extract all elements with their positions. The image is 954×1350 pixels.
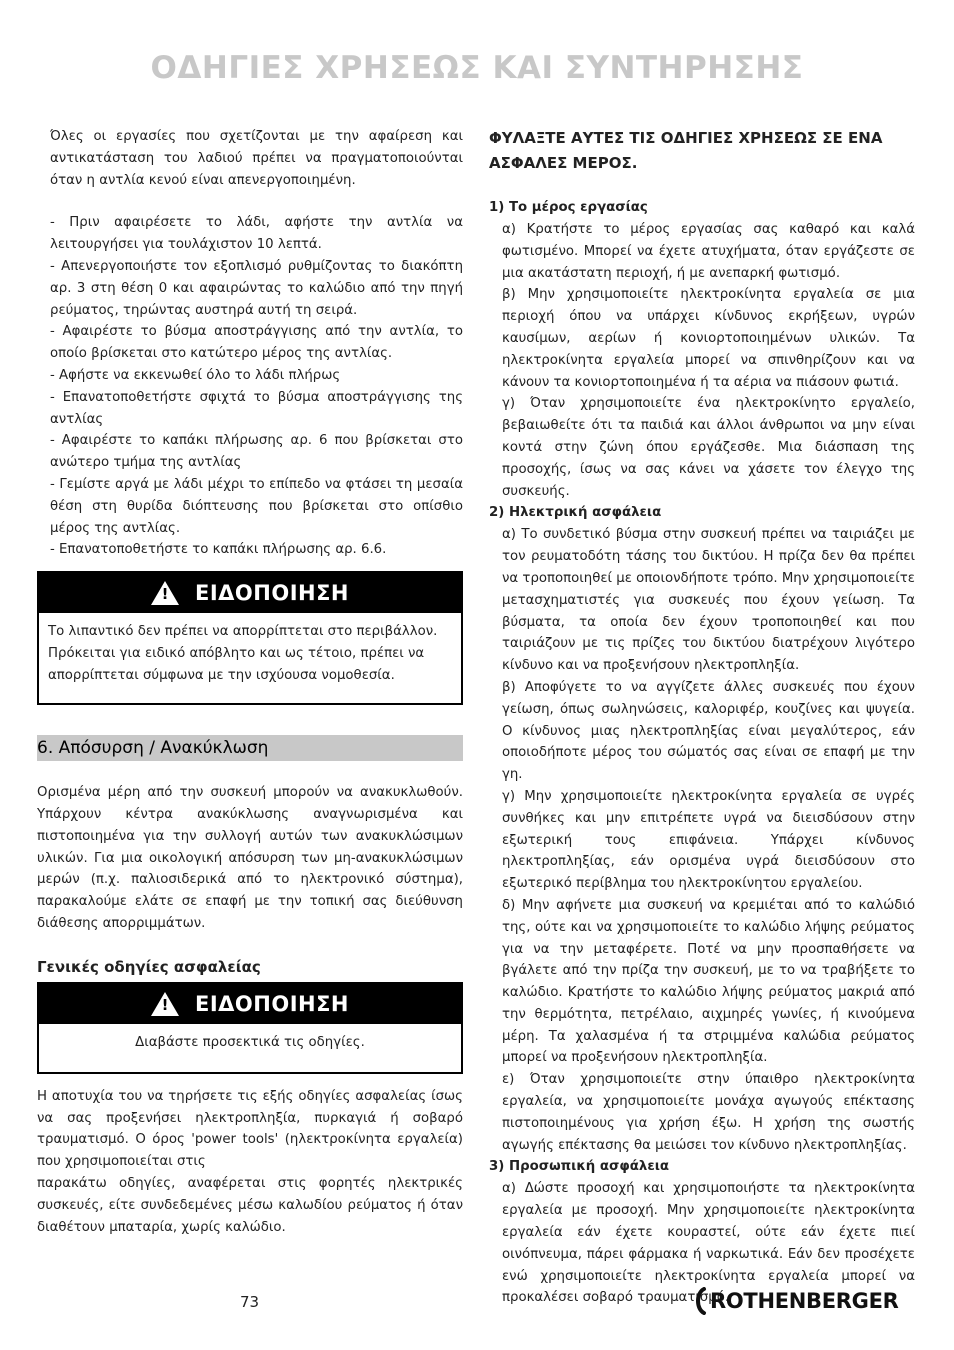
list-item: γ) Μην χρησιμοποιείτε ηλεκτροκίνητα εργαλεία σε υγρές συνθήκες και μην επιτρέπετε υγρά να διεισδύσουν στην εξωτερική τους επιφάνεια. Υπάρχει κίνδυνος ηλεκτροπληξίας, εάν ορισμένα υγρά διεισδύσουν στο εξωτερικό περίβλημα του ηλεκτροκίνητου εργαλείου. <box>502 788 915 892</box>
warning-text: Διαβάστε προσεκτικά τις οδηγίες. <box>135 1034 365 1050</box>
list-item: γ) Όταν χρησιμοποιείτε ένα ηλεκτροκίνητο εργαλείο, βεβαιωθείτε ότι τα παιδιά και άλλοι άνθρωποι να μην είναι κοντά στην ζώνη όπου εργάζεσθε. Μια διάσπαση της προσοχής, ίσως να σας κάνει να χάσετε τον έλεγχο της συσκευής. <box>502 396 915 499</box>
section-heading-personal-safety: 3) Προσωπική ασφάλεια <box>489 1159 670 1175</box>
page-number: 73 <box>240 1293 260 1311</box>
list-item: β) Αποφύγετε το να αγγίζετε άλλες συσκευές που έχουν γείωση, όπως σωληνώσεις, καλοριφέρ, κουζίνες και ψυγεία. Ο κίνδυνος μιας ηλεκτροπληξίας είναι μεγαλύτερος, εάν οποιοδήποτε μέρος του σώματός σας είναι σε επαφή με την γη. <box>502 679 915 783</box>
list-item: α) Κρατήστε το μέρος εργασίας σας καθαρό και καλά φωτισμένο. Μπορεί να έχετε ατυχήματα, όταν εργάζεστε σε μια ακατάστατη περιοχή, ή με ανεπαρκή φωτισμό. <box>502 222 915 281</box>
general-safety-heading: Γενικές οδηγίες ασφαλείας <box>37 957 261 976</box>
section-heading-disposal: 6. Απόσυρση / Ανακύκλωση <box>37 735 463 761</box>
list-item: δ) Μην αφήνετε μια συσκευή να κρεμιέται από το καλώδιό της, ούτε και να χρησιμοποιείτε το καλώδιο λήψης ρεύματος για να την μεταφέρετε. Ποτέ να μην προσπαθήσετε να βγάλετε από την πρίζα την συσκευή, με το να τραβήξετε το καλώδιο. Κρατήστε το καλώδιο λήψης ρεύματος μακριά από την θερμότητα, πετρέλαιο, αιχμηρές γωνίες, ή κινούμενα μέρη. Τα χαλασμένα ή τα στριμμένα καλώδια ρεύματος μπορεί να προξενήσουν ηλεκτροπληξία. <box>502 897 915 1066</box>
keep-instructions-heading: ΦΥΛΑΞΤΕ ΑΥΤΕΣ ΤΙΣ ΟΔΗΓΙΕΣ ΧΡΗΣΕΩΣ ΣΕ ΕΝΑ ΑΣΦΑΛΕΣ ΜΕΡΟΣ. <box>489 129 883 172</box>
electrical-safety-list <box>489 524 915 1156</box>
step-item: - Επανατοποθετήστε το καπάκι πλήρωσης αρ. 6.6. <box>50 542 387 558</box>
step-item: - Γεμίστε αργά με λάδι μέχρι το επίπεδο να φτάσει τη μεσαία θέση στη θυρίδα διόπτευσης που βρίσκεται στο οπίσθιο μέρος της αντλίας. <box>50 476 463 536</box>
step-item: - Απενεργοποιήστε τον εξοπλισμό ρυθμίζοντας το διακόπτη αρ. 3 στη θέση 0 και αφαιρώντας το καλώδιο από την πηγή ρεύματος, τηρώντας αυστηρά αυτή τη σειρά. <box>50 258 463 318</box>
step-item: - Πριν αφαιρέσετε το λάδι, αφήστε την αντλία να λειτουργήσει για τουλάχιστον 10 λεπτά. <box>50 215 463 253</box>
list-item: ε) Όταν χρησιμοποιείτε στην ύπαιθρο ηλεκτροκίνητα εργαλεία, να χρησιμοποιείτε μονάχα αγωγούς επέκτασης πιστοποιημένους για χρήση έξω. Η χρήση της σωστής αγωγής επέκτασης θα μειώσει τον κίνδυνο ηλεκτροπληξίας. <box>502 1072 915 1153</box>
list-item: β) Μην χρησιμοποιείτε ηλεκτροκίνητα εργαλεία σε μια περιοχή όπου να υπάρχει κίνδυνος εκρήξεων, υγρών καυσίμων, αερίων ή κονιορτοποιημένων υλικών. Τα ηλεκτροκίνητα εργαλεία μπορεί να σπινθηρίζουν και να κάνουν τα κονιορτοποιημένα ή τα αέρια να πιάσουν φωτιά. <box>502 287 915 390</box>
brand-logo-icon <box>692 1287 708 1315</box>
warning-box-lubricant <box>37 571 463 705</box>
oil-change-steps <box>37 212 463 561</box>
brand-name: ROTHENBERGER <box>710 1289 899 1313</box>
warning-text: Το λιπαντικό δεν πρέπει να απορρίπτεται στο περιβάλλον. Πρόκειται για ειδικό απόβλητο και ως τέτοιο, πρέπει να απορρίπτεται σύμφωνα με την ισχύουσα νομοθεσία. <box>48 624 438 683</box>
intro-paragraph: Όλες οι εργασίες που σχετίζονται με την αφαίρεση και αντικατάσταση του λαδιού πρέπει να πραγματοποιούνται όταν η αντλία κενού είναι απενεργοποιημένη. <box>50 129 463 188</box>
warning-title: ΕΙΔΟΠΟΙΗΣΗ <box>195 991 349 1016</box>
warning-title: ΕΙΔΟΠΟΙΗΣΗ <box>195 581 349 606</box>
step-item: - Αφαιρέστε το βύσμα αποστράγγισης από την αντλία, το οποίο βρίσκεται στο κατώτερο μέρος της αντλίας. <box>50 324 463 362</box>
list-item: α) Το συνδετικό βύσμα στην συσκευή πρέπει να ταιριάζει με τον ρευματοδότη τάσης του δικτύου. Η πρίζα δεν θα πρέπει να τροποποιηθεί με οποιονδήποτε τρόπο. Μην χρησιμοποιείτε μετασχηματιστές για συσκευές που έχουν γείωση. Τα βύσματα, τα οποία δεν έχουν τροποποιηθεί και που ταιριάζουν με τις πρίζες του δικτύου διατρέχουν λιγότερο κίνδυνο και να προξενήσουν ηλεκτροπληξία. <box>502 527 915 674</box>
left-column <box>37 126 463 1238</box>
work-area-list <box>489 219 915 502</box>
warning-box-read-instructions <box>37 982 463 1074</box>
step-item: - Αφήστε να εκκενωθεί όλο το λάδι πλήρως <box>50 367 341 383</box>
warning-triangle-icon: ! <box>151 581 179 605</box>
right-column <box>489 126 915 1309</box>
list-item: α) Δώστε προσοχή και χρησιμοποιήστε τα ηλεκτροκίνητα εργαλεία με προσοχή. Μην χρησιμοποιείτε ηλεκτροκίνητα εργαλεία εάν έχετε κουραστεί, ούτε εάν έχετε πιεί οινόπνευμα, πάρει φάρμακα ή ναρκωτικά. Εάν δεν προσέχετε ενώ χρησιμοποιείτε ηλεκτροκίνητα εργαλεία μπορεί να προκαλέσει σοβαρό τραυματισμό. <box>502 1181 915 1306</box>
safety-intro-paragraph-continued: παρακάτω οδηγίες, αναφέρεται στις φορητές ηλεκτρικές συσκευές, είτε συνδεδεμένες μέσω καλωδίου ρεύματος ή όταν διαθέτουν μπαταρία, χωρίς καλώδιο. <box>37 1175 463 1235</box>
step-item: - Αφαιρέστε το καπάκι πλήρωσης αρ. 6 που βρίσκεται στο ανώτερο τμήμα της αντλίας <box>50 433 463 471</box>
brand-logo <box>692 1287 899 1315</box>
step-item: - Επανατοποθετήστε σφιχτά το βύσμα αποστράγγισης της αντλίας <box>50 389 463 427</box>
disposal-paragraph: Ορισμένα μέρη από την συσκευή μπορούν να ανακυκλωθούν. Υπάρχουν κέντρα ανακύκλωσης αναγνωρισμένα και πιστοποιημένα για την συλλογή αυτών των ανακυκλώσιμων υλικών. Για μια οικολογική απόσυρση των μη-ανακυκλώσιμων μερών (π.χ. παλιοσιδερικά από το ηλεκτρονικό σύστημα), παρακαλούμε ελάτε σε επαφή με την τοπική σας διεύθυνση διάθεσης απορριμμάτων. <box>37 785 463 931</box>
section-heading-work-area: 1) Το μέρος εργασίας <box>489 200 648 215</box>
warning-header <box>39 984 461 1024</box>
warning-header <box>39 573 461 613</box>
page-title: ΟΔΗΓΙΕΣ ΧΡΗΣΕΩΣ ΚΑΙ ΣΥΝΤΗΡΗΣΗΣ <box>150 50 804 86</box>
safety-intro-paragraph: Η αποτυχία του να τηρήσετε τις εξής οδηγίες ασφαλείας ίσως να σας προξενήσει ηλεκτροπληξία, πυρκαγιά ή σοβαρό τραυματισμό. Ο όρος 'power tools' (ηλεκτροκίνητα εργαλεία) που χρησιμοποιείται στις <box>37 1088 463 1170</box>
section-heading-electrical-safety: 2) Ηλεκτρική ασφάλεια <box>489 505 662 521</box>
warning-triangle-icon: ! <box>151 992 179 1016</box>
